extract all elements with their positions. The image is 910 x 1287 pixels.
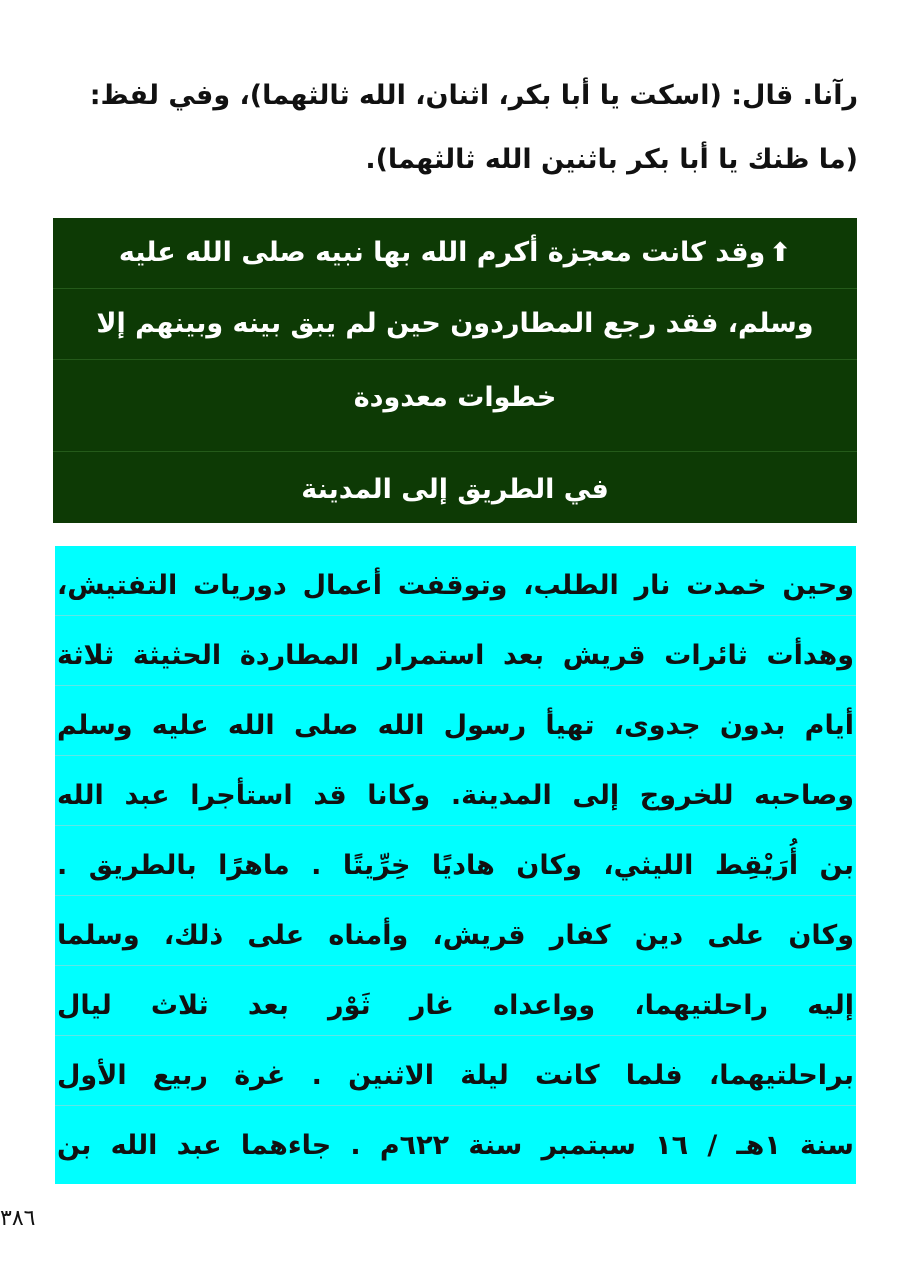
body-line: سنة ١هـ / ١٦ سبتمبر سنة ٦٢٢م . جاءهما عبد الله بن bbox=[57, 1130, 854, 1161]
intro-paragraph bbox=[52, 64, 858, 192]
body-line: وكان على دين كفار قريش، وأمناه على ذلك، وسلما bbox=[55, 896, 856, 966]
intro-line: (ما ظنك يا أبا بكر باثنين الله ثالثهما). bbox=[365, 144, 858, 175]
body-line: أيام بدون جدوى، تهيأ رسول الله صلى الله عليه وسلم bbox=[55, 686, 856, 756]
body-line: وصاحبه للخروج إلى المدينة. وكانا قد استأجرا عبد الله bbox=[55, 756, 856, 826]
up-arrow-icon: ⬆ bbox=[769, 238, 792, 268]
highlight-line bbox=[53, 218, 857, 289]
page-number: ٣٨٦ bbox=[0, 1206, 36, 1231]
highlight-line: خطوات معدودة bbox=[53, 360, 857, 452]
body-line: براحلتيهما، فلما كانت ليلة الاثنين . غرة ربيع الأول bbox=[55, 1036, 856, 1106]
body-line: بن أُرَيْقِط الليثي، وكان هاديًا خِرِّيتًا . ماهرًا بالطريق . bbox=[55, 826, 856, 896]
highlight-heading: في الطريق إلى المدينة bbox=[301, 474, 609, 505]
highlight-line-text: وقد كانت معجزة أكرم الله بها نبيه صلى الله عليه bbox=[118, 237, 766, 268]
body-line: وهدأت ثائرات قريش بعد استمرار المطاردة الحثيثة ثلاثة bbox=[55, 616, 856, 686]
body-paragraph bbox=[55, 546, 856, 1184]
intro-line: رآنا. قال: (اسكت يا أبا بكر، اثنان، الله ثالثهما)، وفي لفظ: bbox=[89, 80, 858, 111]
body-line: إليه راحلتيهما، وواعداه غار ثَوْر بعد ثلاث ليال bbox=[55, 966, 856, 1036]
highlight-line: وسلم، فقد رجع المطاردون حين لم يبق بينه وبينهم إلا bbox=[53, 289, 857, 360]
body-line: وحين خمدت نار الطلب، وتوقفت أعمال دوريات التفتيش، bbox=[55, 546, 856, 616]
highlight-box bbox=[53, 218, 857, 523]
